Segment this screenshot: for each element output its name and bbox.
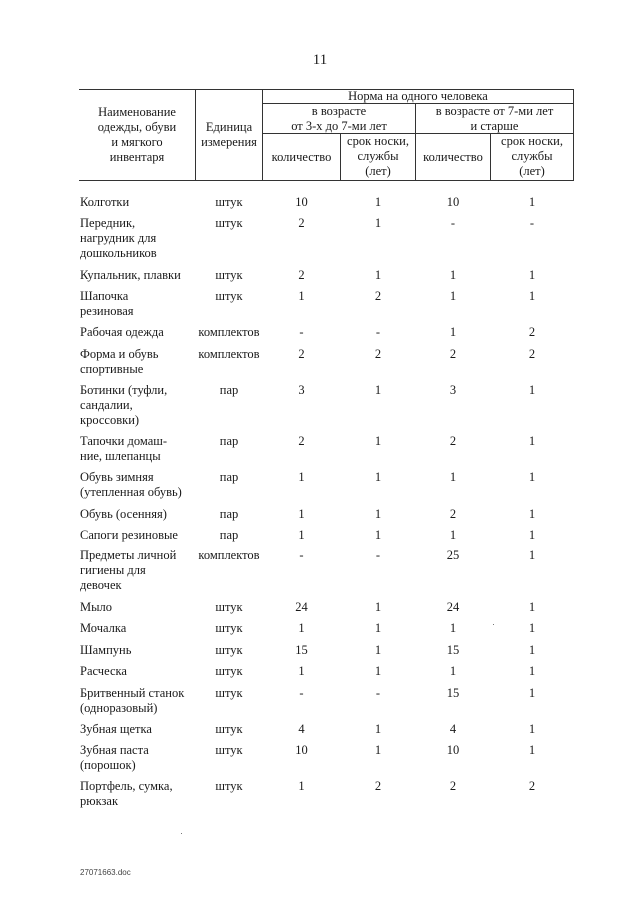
item-qty-3-7: 10 bbox=[295, 743, 308, 757]
item-qty-7-plus: 1 bbox=[449, 268, 457, 282]
item-unit: штук bbox=[215, 268, 243, 282]
item-unit: пар bbox=[219, 383, 239, 397]
item-name: Купальник, плавки bbox=[80, 268, 181, 282]
item-qty-3-7: 4 bbox=[298, 722, 305, 736]
item-term-7-plus: 2 bbox=[528, 325, 536, 339]
header-bottom-rule bbox=[79, 180, 574, 181]
item-term-7-plus: 1 bbox=[528, 470, 536, 484]
item-term-3-7: 1 bbox=[374, 216, 382, 230]
item-term-7-plus: 1 bbox=[528, 434, 536, 448]
scan-speck bbox=[493, 624, 494, 625]
item-name: Мыло bbox=[80, 600, 113, 614]
page-number: 11 bbox=[312, 52, 328, 68]
item-qty-7-plus: 1 bbox=[449, 470, 457, 484]
item-name: Бритвенный станок (одноразовый) bbox=[80, 686, 185, 715]
item-term-7-plus: - bbox=[529, 216, 535, 230]
item-qty-7-plus: 10 bbox=[446, 743, 460, 757]
item-unit: штук bbox=[215, 722, 243, 736]
item-qty-7-plus: 3 bbox=[449, 383, 457, 397]
item-qty-3-7: - bbox=[299, 325, 304, 339]
scan-speck bbox=[181, 833, 182, 834]
item-qty-7-plus: 1 bbox=[449, 528, 457, 542]
item-qty-7-plus: 24 bbox=[446, 600, 460, 614]
item-term-3-7: 1 bbox=[374, 743, 382, 757]
item-term-7-plus: 1 bbox=[528, 664, 536, 678]
item-qty-7-plus: 15 bbox=[446, 686, 460, 700]
item-unit: пар bbox=[219, 434, 239, 448]
item-name: Мочалка bbox=[80, 621, 127, 635]
item-qty-3-7: 1 bbox=[298, 507, 305, 521]
item-qty-3-7: 2 bbox=[298, 268, 305, 282]
item-term-3-7: 1 bbox=[374, 268, 382, 282]
item-qty-7-plus: 10 bbox=[446, 195, 460, 209]
item-term-7-plus: 1 bbox=[528, 507, 536, 521]
item-qty-3-7: 2 bbox=[298, 347, 305, 361]
item-term-7-plus: 1 bbox=[528, 195, 536, 209]
header-term-2: срок носки, службы (лет) bbox=[501, 134, 563, 178]
item-qty-3-7: 15 bbox=[295, 643, 308, 657]
item-qty-7-plus: - bbox=[450, 216, 456, 230]
item-qty-3-7: 1 bbox=[298, 664, 305, 678]
item-term-7-plus: 1 bbox=[528, 621, 536, 635]
item-qty-7-plus: 2 bbox=[449, 347, 457, 361]
item-term-3-7: 1 bbox=[374, 195, 382, 209]
item-unit: комплектов bbox=[198, 325, 260, 339]
item-qty-3-7: - bbox=[299, 548, 304, 562]
item-name: Форма и обувь спортивные bbox=[80, 347, 159, 376]
item-name: Рабочая одежда bbox=[80, 325, 164, 339]
item-name: Обувь (осенняя) bbox=[80, 507, 167, 521]
item-qty-3-7: 2 bbox=[298, 434, 305, 448]
item-name: Обувь зимняя (утепленная обувь) bbox=[80, 470, 182, 499]
item-qty-7-plus: 15 bbox=[446, 643, 460, 657]
item-unit: штук bbox=[215, 600, 243, 614]
item-unit: штук bbox=[215, 686, 243, 700]
item-qty-3-7: 1 bbox=[298, 470, 305, 484]
item-qty-3-7: - bbox=[299, 686, 304, 700]
item-term-7-plus: 1 bbox=[528, 528, 536, 542]
item-unit: пар bbox=[219, 507, 239, 521]
item-qty-7-plus: 1 bbox=[449, 289, 457, 303]
item-term-3-7: 1 bbox=[374, 643, 382, 657]
item-unit: пар bbox=[219, 470, 239, 484]
item-term-7-plus: 1 bbox=[528, 600, 536, 614]
item-qty-7-plus: 2 bbox=[449, 779, 457, 793]
item-unit: штук bbox=[215, 779, 243, 793]
item-term-7-plus: 1 bbox=[528, 289, 536, 303]
item-unit: штук bbox=[215, 664, 243, 678]
item-term-3-7: 2 bbox=[374, 779, 382, 793]
item-unit: штук bbox=[215, 289, 243, 303]
footer-filename: 27071663.doc bbox=[80, 868, 131, 877]
item-qty-3-7: 1 bbox=[298, 621, 305, 635]
item-term-3-7: - bbox=[375, 325, 381, 339]
item-term-7-plus: 1 bbox=[528, 548, 536, 562]
item-unit: штук bbox=[215, 195, 243, 209]
item-term-3-7: - bbox=[375, 548, 381, 562]
item-unit: штук bbox=[215, 621, 243, 635]
item-qty-3-7: 1 bbox=[298, 779, 305, 793]
item-term-7-plus: 1 bbox=[528, 743, 536, 757]
item-qty-3-7: 1 bbox=[298, 528, 305, 542]
item-term-3-7: 2 bbox=[374, 347, 382, 361]
item-name: Тапочки домаш- ние, шлепанцы bbox=[80, 434, 168, 463]
header-unit: Единица измерения bbox=[201, 120, 257, 149]
item-unit: пар bbox=[219, 528, 239, 542]
item-name: Зубная паста (порошок) bbox=[80, 743, 149, 772]
item-unit: комплектов bbox=[198, 548, 260, 562]
item-name: Шампунь bbox=[80, 643, 132, 657]
item-name: Ботинки (туфли, сандалии, кроссовки) bbox=[80, 383, 168, 427]
item-qty-3-7: 2 bbox=[298, 216, 305, 230]
item-name: Расческа bbox=[80, 664, 127, 678]
header-qty-2: количество bbox=[423, 150, 483, 164]
item-term-7-plus: 1 bbox=[528, 722, 536, 736]
item-qty-7-plus: 4 bbox=[449, 722, 457, 736]
item-term-3-7: 1 bbox=[374, 528, 382, 542]
item-qty-7-plus: 2 bbox=[449, 434, 457, 448]
item-term-7-plus: 2 bbox=[528, 347, 536, 361]
item-term-3-7: 1 bbox=[374, 621, 382, 635]
item-term-3-7: 1 bbox=[374, 470, 382, 484]
item-term-7-plus: 2 bbox=[528, 779, 536, 793]
item-qty-3-7: 3 bbox=[298, 383, 305, 397]
header-term-1: срок носки, службы (лет) bbox=[347, 134, 409, 178]
item-qty-3-7: 24 bbox=[295, 600, 308, 614]
item-term-3-7: 1 bbox=[374, 434, 382, 448]
item-name: Колготки bbox=[80, 195, 130, 209]
item-unit: комплектов bbox=[198, 347, 260, 361]
item-term-3-7: - bbox=[375, 686, 381, 700]
item-qty-7-plus: 1 bbox=[449, 664, 457, 678]
item-term-3-7: 1 bbox=[374, 383, 382, 397]
item-name: Портфель, сумка, рюкзак bbox=[80, 779, 173, 808]
item-term-7-plus: 1 bbox=[528, 383, 536, 397]
item-term-3-7: 1 bbox=[374, 722, 382, 736]
header-norm: Норма на одного человека bbox=[348, 89, 488, 103]
item-name: Зубная щетка bbox=[80, 722, 152, 736]
item-qty-3-7: 1 bbox=[298, 289, 305, 303]
item-unit: штук bbox=[215, 216, 243, 230]
item-term-3-7: 2 bbox=[374, 289, 382, 303]
item-qty-3-7: 10 bbox=[295, 195, 308, 209]
item-term-3-7: 1 bbox=[374, 664, 382, 678]
item-unit: штук bbox=[215, 743, 243, 757]
header-age-group-1: в возрасте от 3-х до 7-ми лет bbox=[291, 104, 387, 133]
item-term-7-plus: 1 bbox=[528, 643, 536, 657]
item-qty-7-plus: 1 bbox=[449, 325, 457, 339]
item-term-3-7: 1 bbox=[374, 507, 382, 521]
item-qty-7-plus: 2 bbox=[449, 507, 457, 521]
header-age-group-2: в возрасте от 7-ми лет и старше bbox=[435, 104, 554, 133]
header-divider-6 bbox=[573, 89, 574, 181]
item-name: Сапоги резиновые bbox=[80, 528, 178, 542]
item-unit: штук bbox=[215, 643, 243, 657]
item-name: Шапочка резиновая bbox=[80, 289, 134, 318]
header-qty-1: количество bbox=[271, 150, 332, 164]
item-term-7-plus: 1 bbox=[528, 686, 536, 700]
item-name: Предметы личной гигиены для девочек bbox=[80, 548, 177, 592]
header-name: Наименование одежды, обуви и мягкого инвентаря bbox=[97, 105, 177, 164]
item-term-3-7: 1 bbox=[374, 600, 382, 614]
item-qty-7-plus: 25 bbox=[446, 548, 460, 562]
item-term-7-plus: 1 bbox=[528, 268, 536, 282]
item-name: Передник, нагрудник для дошкольников bbox=[80, 216, 157, 260]
item-qty-7-plus: 1 bbox=[449, 621, 457, 635]
